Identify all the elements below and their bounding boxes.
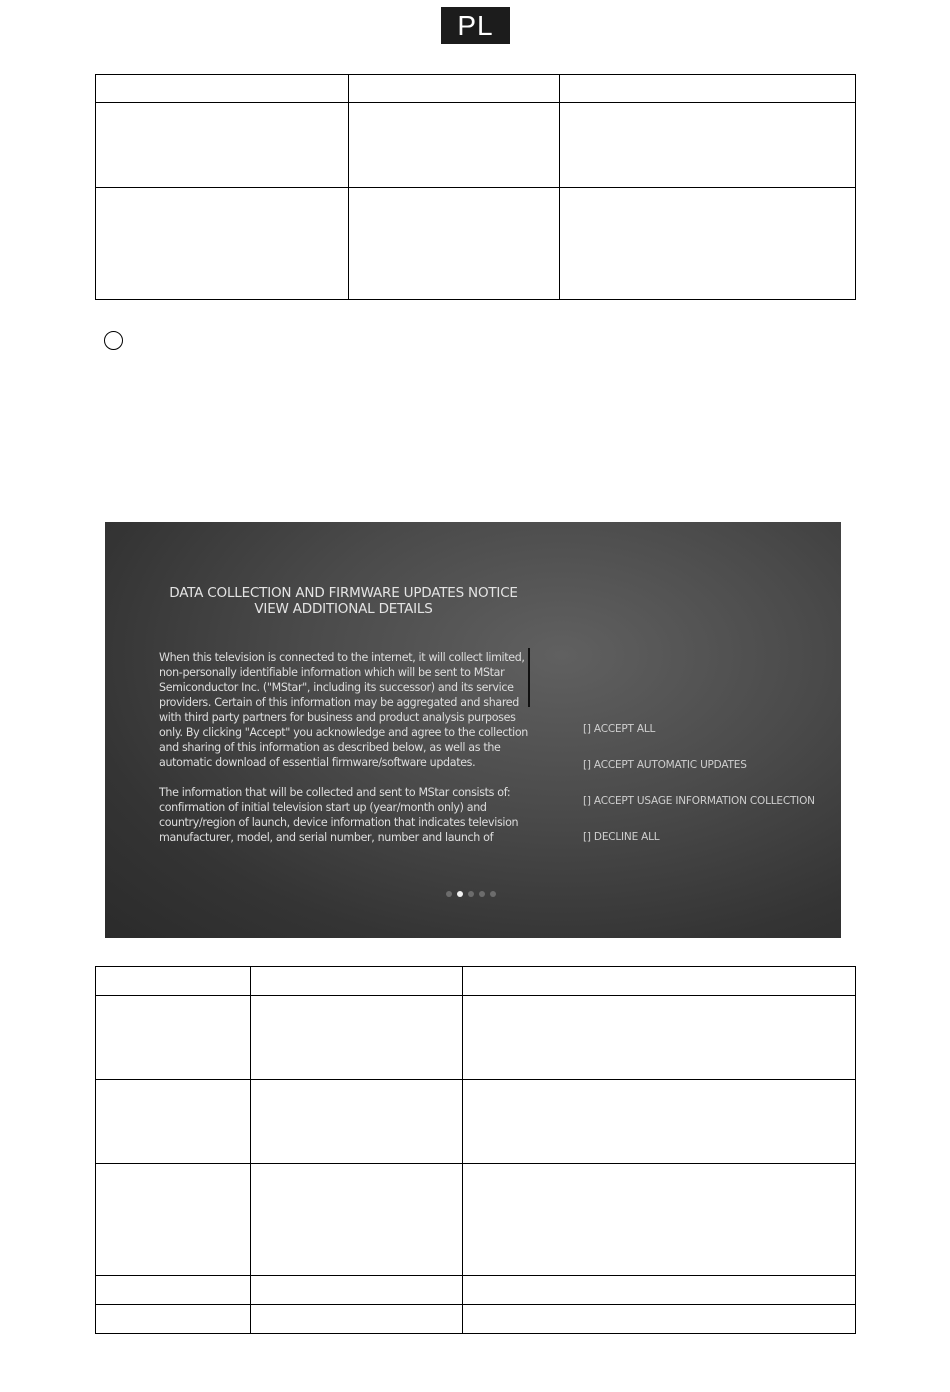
page-dot[interactable] <box>468 891 474 897</box>
table-cell <box>349 103 560 188</box>
bottom-table <box>95 966 856 1334</box>
page-indicator <box>446 891 496 898</box>
table-row <box>96 967 856 996</box>
table-cell <box>349 75 560 103</box>
tv-screen-screenshot <box>105 522 841 938</box>
notice-paragraph: The information that will be collected and sent to MStar consists of: confirmation of initial television start up (year/month only) and country/region of launch, device information that indicates television manufacturer, model, and serial number, number and launch of <box>159 786 519 844</box>
table-cell <box>251 1305 463 1334</box>
table-cell <box>349 188 560 300</box>
table-row <box>96 1164 856 1276</box>
table-cell <box>463 1164 856 1276</box>
table-cell <box>251 1080 463 1164</box>
table-cell <box>96 75 349 103</box>
page-dot[interactable] <box>446 891 452 897</box>
page-dot-active[interactable] <box>457 891 463 897</box>
view-details-link[interactable]: VIEW ADDITIONAL DETAILS <box>254 601 433 617</box>
table-cell <box>463 1276 856 1305</box>
consent-options <box>583 722 833 866</box>
table-row <box>96 996 856 1080</box>
table-row <box>96 1276 856 1305</box>
table-cell <box>251 1164 463 1276</box>
table-cell <box>463 1080 856 1164</box>
table-cell <box>463 967 856 996</box>
option-accept-all[interactable]: [] ACCEPT ALL <box>583 723 656 735</box>
table-cell <box>96 103 349 188</box>
table-row <box>96 1080 856 1164</box>
option-accept-usage-collection[interactable]: [] ACCEPT USAGE INFORMATION COLLECTION <box>583 795 815 807</box>
option-accept-automatic-updates[interactable]: [] ACCEPT AUTOMATIC UPDATES <box>583 759 747 771</box>
table-cell <box>96 967 251 996</box>
option-decline-all[interactable]: [] DECLINE ALL <box>583 831 660 843</box>
table-cell <box>96 1305 251 1334</box>
table-cell <box>560 188 856 300</box>
page-dot[interactable] <box>490 891 496 897</box>
table-cell <box>560 75 856 103</box>
table-cell <box>96 1276 251 1305</box>
table-cell <box>96 1080 251 1164</box>
table-cell <box>96 188 349 300</box>
notice-paragraph: When this television is connected to the internet, it will collect limited, non-personally identifiable information which will be sent to MStar Semiconductor Inc. ("MStar", including its successor) and its service providers. Certain of this information may be aggregated and shared with third party partners for business and product analysis purposes only. By clicking "Accept" you acknowledge and agree to the collection and sharing of this information as described below, as well as the automatic download of essential firmware/software updates. <box>159 651 528 769</box>
table-cell <box>96 1164 251 1276</box>
table-row <box>96 103 856 188</box>
table-cell <box>251 996 463 1080</box>
notice-body <box>159 650 531 860</box>
table-cell <box>463 1305 856 1334</box>
table-row <box>96 188 856 300</box>
language-badge: PL <box>441 7 510 44</box>
notice-title <box>165 585 522 617</box>
circle-marker-icon <box>104 331 123 350</box>
top-table <box>95 74 856 300</box>
table-cell <box>96 996 251 1080</box>
scrollbar[interactable] <box>528 648 530 707</box>
notice-title-line: DATA COLLECTION AND FIRMWARE UPDATES NOTICE <box>169 585 518 601</box>
table-cell <box>560 103 856 188</box>
table-row <box>96 1305 856 1334</box>
table-row <box>96 75 856 103</box>
table-cell <box>463 996 856 1080</box>
table-cell <box>251 967 463 996</box>
table-cell <box>251 1276 463 1305</box>
page-dot[interactable] <box>479 891 485 897</box>
